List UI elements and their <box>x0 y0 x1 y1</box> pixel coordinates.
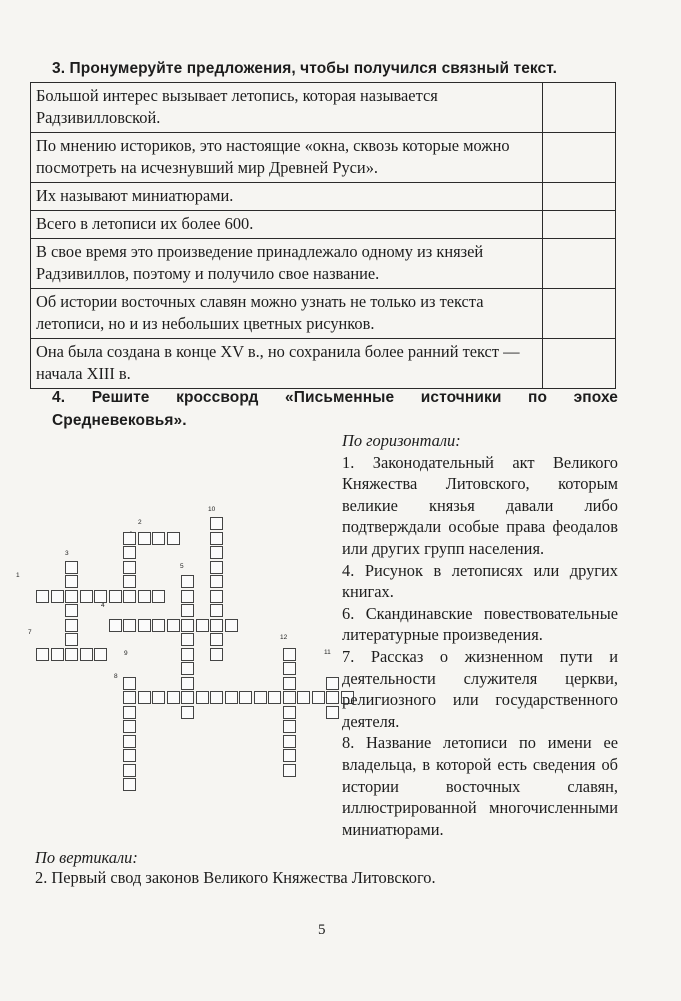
crossword-cell[interactable] <box>181 648 194 661</box>
crossword-cell[interactable] <box>36 648 49 661</box>
sentence-number-cell[interactable] <box>543 239 616 289</box>
crossword-cell[interactable] <box>239 691 252 704</box>
crossword-cell[interactable] <box>210 691 223 704</box>
crossword-cell[interactable] <box>152 691 165 704</box>
crossword-cell[interactable] <box>109 619 122 632</box>
crossword-cell[interactable] <box>210 619 223 632</box>
page-number: 5 <box>318 922 326 938</box>
crossword-cell[interactable] <box>181 662 194 675</box>
crossword-cell[interactable] <box>167 691 180 704</box>
sentence-text: Об истории восточных славян можно узнать не только из текста летописи, но и из небольших цветных рисунков. <box>31 289 543 339</box>
crossword-cell[interactable] <box>297 691 310 704</box>
crossword-cell[interactable] <box>210 604 223 617</box>
crossword-cell[interactable] <box>123 546 136 559</box>
crossword-cell[interactable] <box>196 691 209 704</box>
crossword-cell[interactable] <box>210 575 223 588</box>
crossword-cell[interactable] <box>152 590 165 603</box>
crossword-number: 9 <box>124 650 128 657</box>
crossword-cell[interactable] <box>181 575 194 588</box>
crossword-cell[interactable] <box>326 691 339 704</box>
crossword-cell[interactable] <box>283 720 296 733</box>
crossword-cell[interactable] <box>123 561 136 574</box>
crossword-cell[interactable] <box>123 590 136 603</box>
crossword-cell[interactable] <box>65 619 78 632</box>
sentence-number-cell[interactable] <box>543 183 616 211</box>
sentence-text: В свое время это произведение принадлежало одному из князей Радзивиллов, поэтому и получило свое название. <box>31 239 543 289</box>
crossword-cell[interactable] <box>181 677 194 690</box>
crossword-cell[interactable] <box>123 706 136 719</box>
crossword-cell[interactable] <box>283 764 296 777</box>
horizontal-clues <box>342 430 618 840</box>
table-row <box>31 211 616 239</box>
crossword-cell[interactable] <box>210 517 223 530</box>
crossword-number: 10 <box>208 506 216 513</box>
crossword-cell[interactable] <box>123 778 136 791</box>
crossword-cell[interactable] <box>65 575 78 588</box>
crossword-number: 7 <box>28 629 32 636</box>
crossword-cell[interactable] <box>268 691 281 704</box>
crossword-cell[interactable] <box>283 691 296 704</box>
crossword-cell[interactable] <box>181 604 194 617</box>
crossword-cell[interactable] <box>94 590 107 603</box>
crossword-cell[interactable] <box>138 691 151 704</box>
crossword-cell[interactable] <box>283 677 296 690</box>
crossword-cell[interactable] <box>167 532 180 545</box>
crossword-number: 12 <box>280 634 288 641</box>
crossword-cell[interactable] <box>210 633 223 646</box>
sentence-number-cell[interactable] <box>543 289 616 339</box>
sentence-text: Она была создана в конце XV в., но сохранила более ранний текст — начала XIII в. <box>31 339 543 389</box>
crossword-number: 11 <box>324 649 331 656</box>
crossword-cell[interactable] <box>65 561 78 574</box>
crossword-number: 5 <box>180 563 184 570</box>
crossword-cell[interactable] <box>181 633 194 646</box>
crossword-cell[interactable] <box>138 532 151 545</box>
crossword-cell[interactable] <box>283 735 296 748</box>
crossword-cell[interactable] <box>65 648 78 661</box>
crossword-cell[interactable] <box>181 590 194 603</box>
task-3-heading: 3. Пронумеруйте предложения, чтобы получился связный текст. <box>52 60 558 77</box>
crossword-number: 3 <box>65 550 69 557</box>
clue-horizontal-4: 4. Рисунок в летописях или других книгах. <box>342 560 618 602</box>
sentence-number-cell[interactable] <box>543 83 616 133</box>
table-row <box>31 239 616 289</box>
crossword-cell[interactable] <box>225 619 238 632</box>
crossword-cell[interactable] <box>123 691 136 704</box>
crossword-cell[interactable] <box>138 590 151 603</box>
crossword-cell[interactable] <box>312 691 325 704</box>
sentence-text: Всего в летописи их более 600. <box>31 211 543 239</box>
crossword-cell[interactable] <box>65 604 78 617</box>
crossword-cell[interactable] <box>123 677 136 690</box>
crossword-cell[interactable] <box>152 619 165 632</box>
crossword-cell[interactable] <box>80 648 93 661</box>
clue-horizontal-8: 8. Название летописи по имени ее владельца, в которой есть сведения об истории восточных славян, иллюстрированной многочисленными миниатюрами. <box>342 733 618 839</box>
task-4-heading: 4. Решите кроссворд «Письменные источники по эпохе Средневековья». <box>52 389 618 429</box>
crossword-cell[interactable] <box>123 532 136 545</box>
table-row <box>31 83 616 133</box>
crossword-cell[interactable] <box>51 648 64 661</box>
crossword-number: 8 <box>114 673 118 680</box>
crossword-cell[interactable] <box>181 706 194 719</box>
crossword-cell[interactable] <box>167 619 180 632</box>
sentence-ordering-table <box>30 82 616 389</box>
table-row <box>31 133 616 183</box>
crossword-cell[interactable] <box>80 590 93 603</box>
sentence-text: Большой интерес вызывает летопись, которая называется Радзивилловской. <box>31 83 543 133</box>
clue-horizontal-6: 6. Скандинавские повествовательные литературные произведения. <box>342 603 618 645</box>
clue-vertical-2: 2. Первый свод законов Великого Княжества Литовского. <box>35 868 436 887</box>
clue-horizontal-1: 1. Законодательный акт Великого Княжества Литовского, которым великие князья давали либо подтверждали особые права феодалов или других групп населения. <box>342 452 618 558</box>
crossword-cell[interactable] <box>196 619 209 632</box>
crossword-cell[interactable] <box>123 720 136 733</box>
table-row <box>31 339 616 389</box>
horizontal-title: По горизонтали: <box>342 431 461 450</box>
crossword-cell[interactable] <box>210 590 223 603</box>
crossword-cell[interactable] <box>283 648 296 661</box>
sentence-text: Их называют миниатюрами. <box>31 183 543 211</box>
table-row <box>31 183 616 211</box>
sentence-number-cell[interactable] <box>543 339 616 389</box>
sentence-number-cell[interactable] <box>543 211 616 239</box>
crossword-cell[interactable] <box>152 532 165 545</box>
crossword-number: 2 <box>138 519 142 526</box>
crossword-number: 1 <box>16 572 20 579</box>
crossword-cell[interactable] <box>138 619 151 632</box>
crossword-cell[interactable] <box>210 648 223 661</box>
crossword-cell[interactable] <box>51 590 64 603</box>
crossword-cell[interactable] <box>123 575 136 588</box>
crossword-cell[interactable] <box>254 691 267 704</box>
vertical-title: По вертикали: <box>35 848 138 867</box>
crossword-cell[interactable] <box>94 648 107 661</box>
crossword-cell[interactable] <box>123 764 136 777</box>
crossword-cell[interactable] <box>65 590 78 603</box>
crossword-grid[interactable] <box>16 505 348 765</box>
sentence-text: По мнению историков, это настоящие «окна, сквозь которые можно посмотреть на исчезнувший мир Древней Руси». <box>31 133 543 183</box>
crossword-cell[interactable] <box>283 662 296 675</box>
crossword-cell[interactable] <box>36 590 49 603</box>
crossword-cell[interactable] <box>181 619 194 632</box>
crossword-cell[interactable] <box>181 691 194 704</box>
crossword-cell[interactable] <box>123 735 136 748</box>
crossword-cell[interactable] <box>326 677 339 690</box>
table-row <box>31 289 616 339</box>
crossword-cell[interactable] <box>210 546 223 559</box>
crossword-cell[interactable] <box>225 691 238 704</box>
crossword-cell[interactable] <box>326 706 339 719</box>
clue-horizontal-7: 7. Рассказ о жизненном пути и деятельности служителя церкви, религиозного или государственного деятеля. <box>342 646 618 731</box>
crossword-cell[interactable] <box>210 561 223 574</box>
crossword-cell[interactable] <box>65 633 78 646</box>
crossword-cell[interactable] <box>283 706 296 719</box>
crossword-cell[interactable] <box>123 619 136 632</box>
sentence-number-cell[interactable] <box>543 133 616 183</box>
crossword-cell[interactable] <box>123 749 136 762</box>
crossword-cell[interactable] <box>210 532 223 545</box>
crossword-cell[interactable] <box>283 749 296 762</box>
crossword-cell[interactable] <box>109 590 122 603</box>
crossword-number: 4 <box>101 602 105 609</box>
